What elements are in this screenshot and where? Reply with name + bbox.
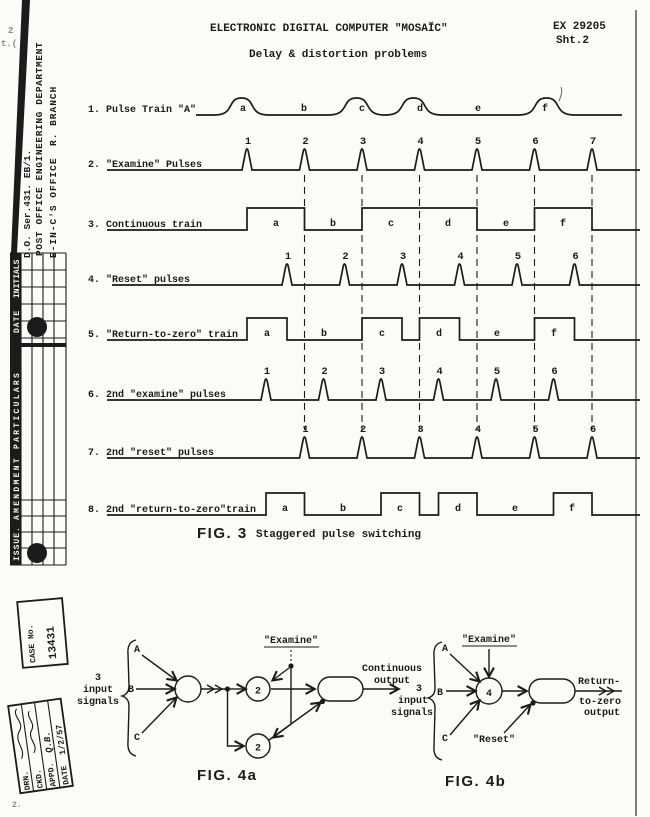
waveform-letter: b	[300, 104, 308, 115]
waveform-letter: f	[541, 104, 549, 115]
waveform-row-label: 4. "Reset" pulses	[88, 275, 191, 286]
waveform-letter: a	[263, 329, 271, 340]
input-line-a	[450, 654, 479, 681]
flipflop-pill	[318, 677, 363, 701]
fig4a-input-b: B	[127, 685, 135, 696]
case-number-box	[17, 598, 68, 668]
waveform-row-label: 3. Continuous train	[88, 220, 203, 231]
spike-number: 3	[417, 424, 424, 436]
waveform-trace	[112, 264, 640, 285]
fig4a	[77, 635, 422, 784]
margin-office: E-IN-C'S OFFICE	[48, 157, 59, 258]
spike-number: 5	[493, 366, 501, 378]
waveform-letter: c	[358, 104, 366, 115]
waveform-letter: d	[454, 504, 462, 515]
fig4a-examine-label: "Examine"	[263, 636, 319, 647]
waveform-letter: d	[444, 219, 452, 230]
spike-number: 3	[399, 251, 407, 263]
spike-number: 5	[474, 136, 482, 148]
fig4b-inputs-word2: signals	[390, 708, 434, 719]
table-col-date: DATE	[13, 309, 22, 333]
fig4a-inputs-count: 3	[94, 673, 102, 684]
waveform-letter: c	[396, 504, 404, 515]
fig3-waveforms	[88, 98, 640, 516]
waveform-trace	[196, 98, 622, 115]
mixer-circle	[175, 676, 201, 702]
fig4b-inputs-count: 3	[415, 684, 423, 695]
fig4a-output-word2: output	[373, 676, 411, 687]
case-number: 13431	[45, 625, 61, 660]
table-column-lines	[21, 253, 66, 565]
fig4a-caption: FIG. 4a	[197, 767, 258, 784]
gate-2-bottom-label: 2	[254, 743, 262, 755]
ckd-signature	[27, 711, 36, 753]
date-value: 1/2/57	[54, 723, 69, 756]
spike-number: 1	[263, 366, 271, 378]
waveform-letter: e	[474, 104, 482, 115]
waveform-letter: b	[339, 504, 347, 515]
fig4b-output-word2: to-zero	[578, 697, 622, 708]
margin-department: POST OFFICE ENGINEERING DEPARTMENT	[34, 41, 45, 256]
waveform-letter: f	[550, 329, 558, 340]
spike-number: 1	[284, 251, 292, 263]
waveform-letter: a	[239, 104, 247, 115]
fig4b-output-word1: Return-	[577, 677, 621, 688]
edge-fragment: 2	[8, 26, 14, 36]
waveform-letter: d	[435, 329, 443, 340]
gate-bottom-to-pill	[269, 703, 320, 740]
junction-dot	[320, 699, 325, 704]
fig4b-input-b: B	[436, 688, 444, 699]
spike-number: 4	[436, 366, 443, 378]
table-col-issue: ISSUE.	[13, 526, 22, 561]
fig4a-output-word1: Continuous	[361, 664, 423, 675]
waveform-letter: e	[493, 329, 501, 340]
junction-dot	[225, 686, 230, 691]
waveform-row-label: 5. "Return-to-zero" train	[88, 330, 239, 341]
reset-arrow	[504, 705, 530, 733]
input-line-c	[450, 701, 479, 735]
fig4b-input-c: C	[441, 734, 449, 745]
waveform-row-label: 2. "Examine" Pulses	[88, 160, 203, 171]
spike-number: 2	[321, 366, 328, 378]
spike-number: 6	[572, 251, 579, 263]
spike-number: 3	[359, 136, 367, 148]
waveform-letter: b	[329, 219, 337, 230]
sheet-number: Sht.2	[556, 35, 590, 47]
spike-number: 2	[342, 251, 349, 263]
spike-number: 6	[589, 424, 597, 436]
spike-number: 1	[302, 424, 309, 436]
spike-number: 2	[359, 424, 367, 436]
waveform-row-label: 1. Pulse Train "A"	[88, 105, 197, 116]
spike-number: 6	[551, 366, 558, 378]
waveform-row-label: 8. 2nd "return-to-zero"train	[88, 505, 257, 516]
junction-dot	[288, 663, 293, 668]
drn-signature	[14, 709, 26, 759]
edge-fragment: 2.	[12, 801, 22, 810]
table-col-initials: INITIALS	[13, 259, 22, 298]
fig4a-inputs-word2: signals	[76, 697, 120, 708]
margin-branch: R. BRANCH	[48, 85, 59, 146]
waveform-row-label: 7. 2nd "reset" pulses	[88, 448, 215, 459]
fig3-caption-number: FIG. 3	[197, 525, 248, 542]
input-line-a	[142, 655, 176, 680]
spike-number: 5	[514, 251, 522, 263]
doc-ref: EX 29205	[553, 21, 606, 33]
spike-number: 3	[378, 366, 386, 378]
waveform-letter: a	[272, 219, 280, 230]
junction-dot	[530, 700, 535, 705]
spike-number: 5	[532, 424, 539, 436]
spike-number: 2	[302, 136, 309, 148]
waveform-letter: f	[559, 219, 567, 230]
date-label: DATE	[60, 764, 72, 786]
examine-branch-top	[273, 668, 289, 680]
spike-number: 1	[244, 136, 252, 148]
approval-stamp	[8, 699, 73, 794]
waveform-letter: a	[281, 504, 289, 515]
input-line-c	[142, 698, 176, 733]
fig4b	[391, 634, 622, 790]
waveform-letter: f	[568, 504, 576, 515]
waveform-letter: e	[511, 504, 519, 515]
waveform-letter: c	[378, 329, 386, 340]
fig4b-caption: FIG. 4b	[445, 773, 507, 790]
spike-number: 6	[532, 136, 539, 148]
page-title: ELECTRONIC DIGITAL COMPUTER "MOSAĬC"	[210, 23, 448, 35]
margin-serial: D.O. Ser.431. EB/1.	[22, 149, 33, 258]
punch-hole	[27, 543, 47, 563]
appd-signature: Q.B.	[42, 730, 55, 754]
fig3-caption-text: Staggered pulse switching	[256, 529, 422, 541]
waveform-letter: c	[387, 219, 395, 230]
page-subtitle: Delay & distortion problems	[249, 49, 428, 61]
pen-mark	[559, 87, 562, 101]
drn-label: DRN.	[21, 770, 33, 791]
gate-4-label: 4	[485, 689, 493, 700]
fig4b-output-word3: output	[583, 708, 621, 719]
spike-number: 4	[474, 424, 482, 436]
fig4b-examine-label: "Examine"	[461, 635, 517, 646]
spike-number: 7	[589, 136, 597, 148]
edge-fragment: t.(	[1, 39, 18, 49]
flipflop-pill	[529, 679, 575, 703]
waveform-letter: d	[416, 104, 424, 115]
gate-2-top-label: 2	[254, 686, 262, 698]
waveform-row-label: 6. 2nd "examine" pulses	[88, 390, 227, 401]
brace	[428, 642, 442, 760]
line-to-gate-bottom	[228, 691, 244, 746]
fig4b-reset-label: "Reset"	[472, 735, 516, 746]
fig4a-input-a: A	[133, 645, 141, 656]
ckd-label: CKD.	[34, 768, 46, 789]
amendment-table	[10, 253, 66, 565]
fig4a-inputs-word1: input	[82, 685, 114, 696]
waveform-letter: b	[320, 329, 328, 340]
fig4a-input-c: C	[133, 733, 141, 744]
appd-label: APPD.	[46, 762, 59, 788]
case-label: CASE No.	[26, 624, 39, 664]
waveform-letter: e	[502, 219, 510, 230]
spike-number: 4	[457, 251, 464, 263]
spike-number: 4	[417, 136, 424, 148]
table-col-particulars: AMENDMENT PARTICULARS	[13, 370, 22, 520]
fig4b-input-a: A	[441, 644, 449, 655]
punch-hole	[27, 317, 47, 337]
fig4b-inputs-word1: input	[397, 696, 429, 707]
